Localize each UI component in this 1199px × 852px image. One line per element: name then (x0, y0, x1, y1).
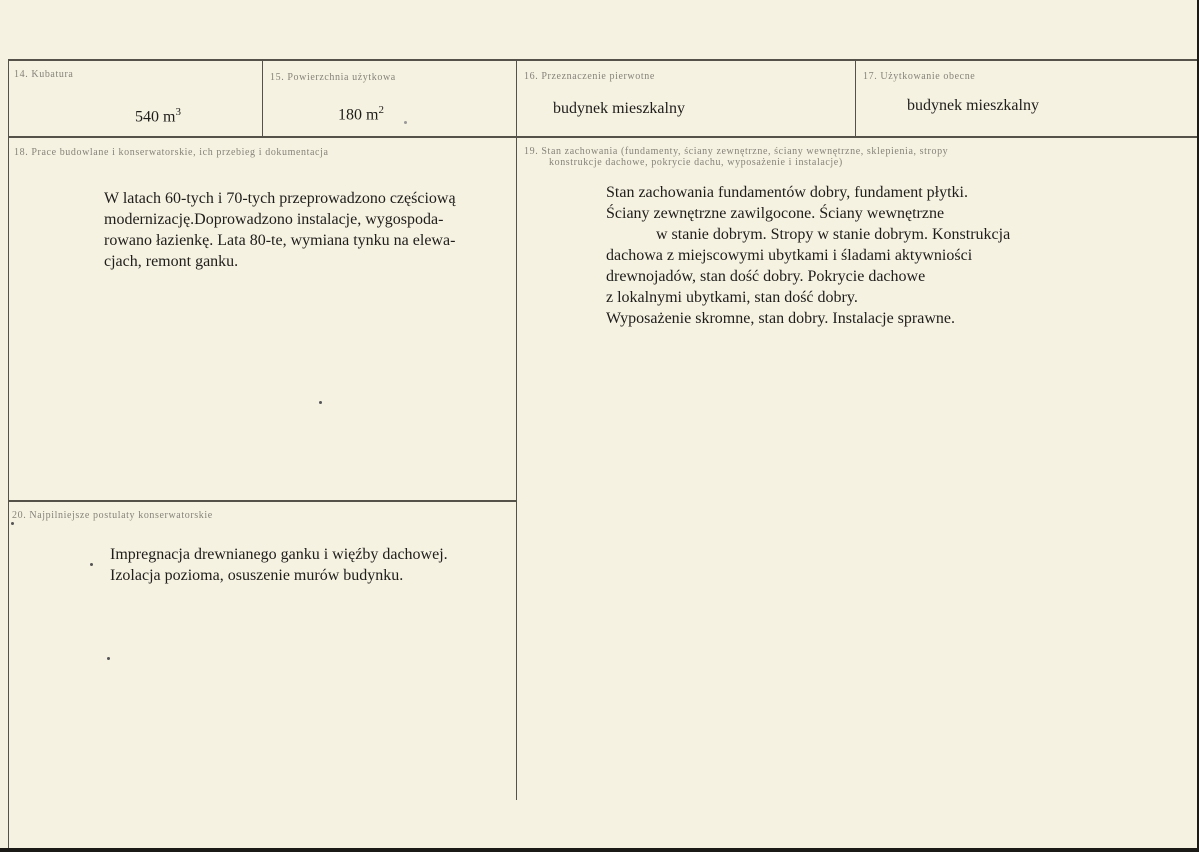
field-16-value: budynek mieszkalny (553, 100, 685, 117)
field-17-value: budynek mieszkalny (907, 97, 1039, 114)
field-19-label (524, 146, 948, 168)
scan-speck (107, 657, 110, 660)
field-20-line: Izolacja pozioma, osuszenie murów budynku. (110, 567, 404, 584)
field-19-line: drewnojadów, stan dość dobry. Pokrycie dachowe (606, 268, 926, 285)
field-19-line: w stanie dobrym. Stropy w stanie dobrym. Konstrukcja (656, 226, 1011, 243)
field-15-value: 180 $m^2$ (338, 104, 384, 124)
scan-speck (404, 121, 407, 124)
field-14-value: 540 $m^3$ (135, 106, 181, 126)
col-divider-line-2 (516, 60, 517, 800)
field-14-label: 14. Kubatura (14, 69, 74, 80)
scan-speck (319, 401, 322, 404)
field-19-text (606, 182, 1010, 329)
field-19-line: dachowa z miejscowymi ubytkami i śladami aktywniości (606, 247, 973, 264)
row-divider-line (8, 136, 1197, 138)
top-border-line (8, 59, 1197, 61)
field-19-line: z lokalnymi ubytkami, stan dość dobry. (606, 289, 858, 306)
field-18-line: modernizację.Doprowadzono instalacje, wygospoda- (104, 211, 444, 228)
field-19-line: Ściany zewnętrzne zawilgocone. Ściany wewnętrzne (606, 205, 945, 222)
field-16-label: 16. Przeznaczenie pierwotne (524, 71, 655, 82)
section-20-divider-line (8, 500, 516, 502)
field-20-label: 20. Najpilniejsze postulaty konserwatorskie (12, 510, 213, 521)
scan-speck (11, 522, 14, 525)
field-15-label: 15. Powierzchnia użytkowa (270, 72, 396, 83)
field-19-line: Wyposażenie skromne, stan dobry. Instalacje sprawne. (606, 310, 955, 327)
field-18-label: 18. Prace budowlane i konserwatorskie, ich przebieg i dokumentacja (14, 147, 329, 158)
field-20-line: Impregnacja drewnianego ganku i więźby dachowej. (110, 546, 448, 563)
field-18-text (104, 188, 456, 272)
field-20-text (110, 544, 448, 586)
left-border-line (8, 60, 9, 848)
col-divider-line-3 (855, 60, 856, 137)
scan-speck (90, 563, 93, 566)
field-19-label-line: 19. Stan zachowania (fundamenty, ściany zewnętrzne, ściany wewnętrzne, sklepienia, stropy (524, 146, 949, 157)
col-divider-line-1 (262, 60, 263, 137)
field-19-line: Stan zachowania fundamentów dobry, fundament płytki. (606, 184, 968, 201)
field-18-line: cjach, remont ganku. (104, 253, 239, 270)
field-18-line: W latach 60-tych i 70-tych przeprowadzono częściową (104, 190, 456, 207)
field-17-label: 17. Użytkowanie obecne (863, 71, 976, 82)
field-19-label-line: konstrukcje dachowe, pokrycie dachu, wyposażenie i instalacje) (549, 157, 843, 168)
field-18-line: rowano łazienkę. Lata 80-te, wymiana tynku na elewa- (104, 232, 456, 249)
